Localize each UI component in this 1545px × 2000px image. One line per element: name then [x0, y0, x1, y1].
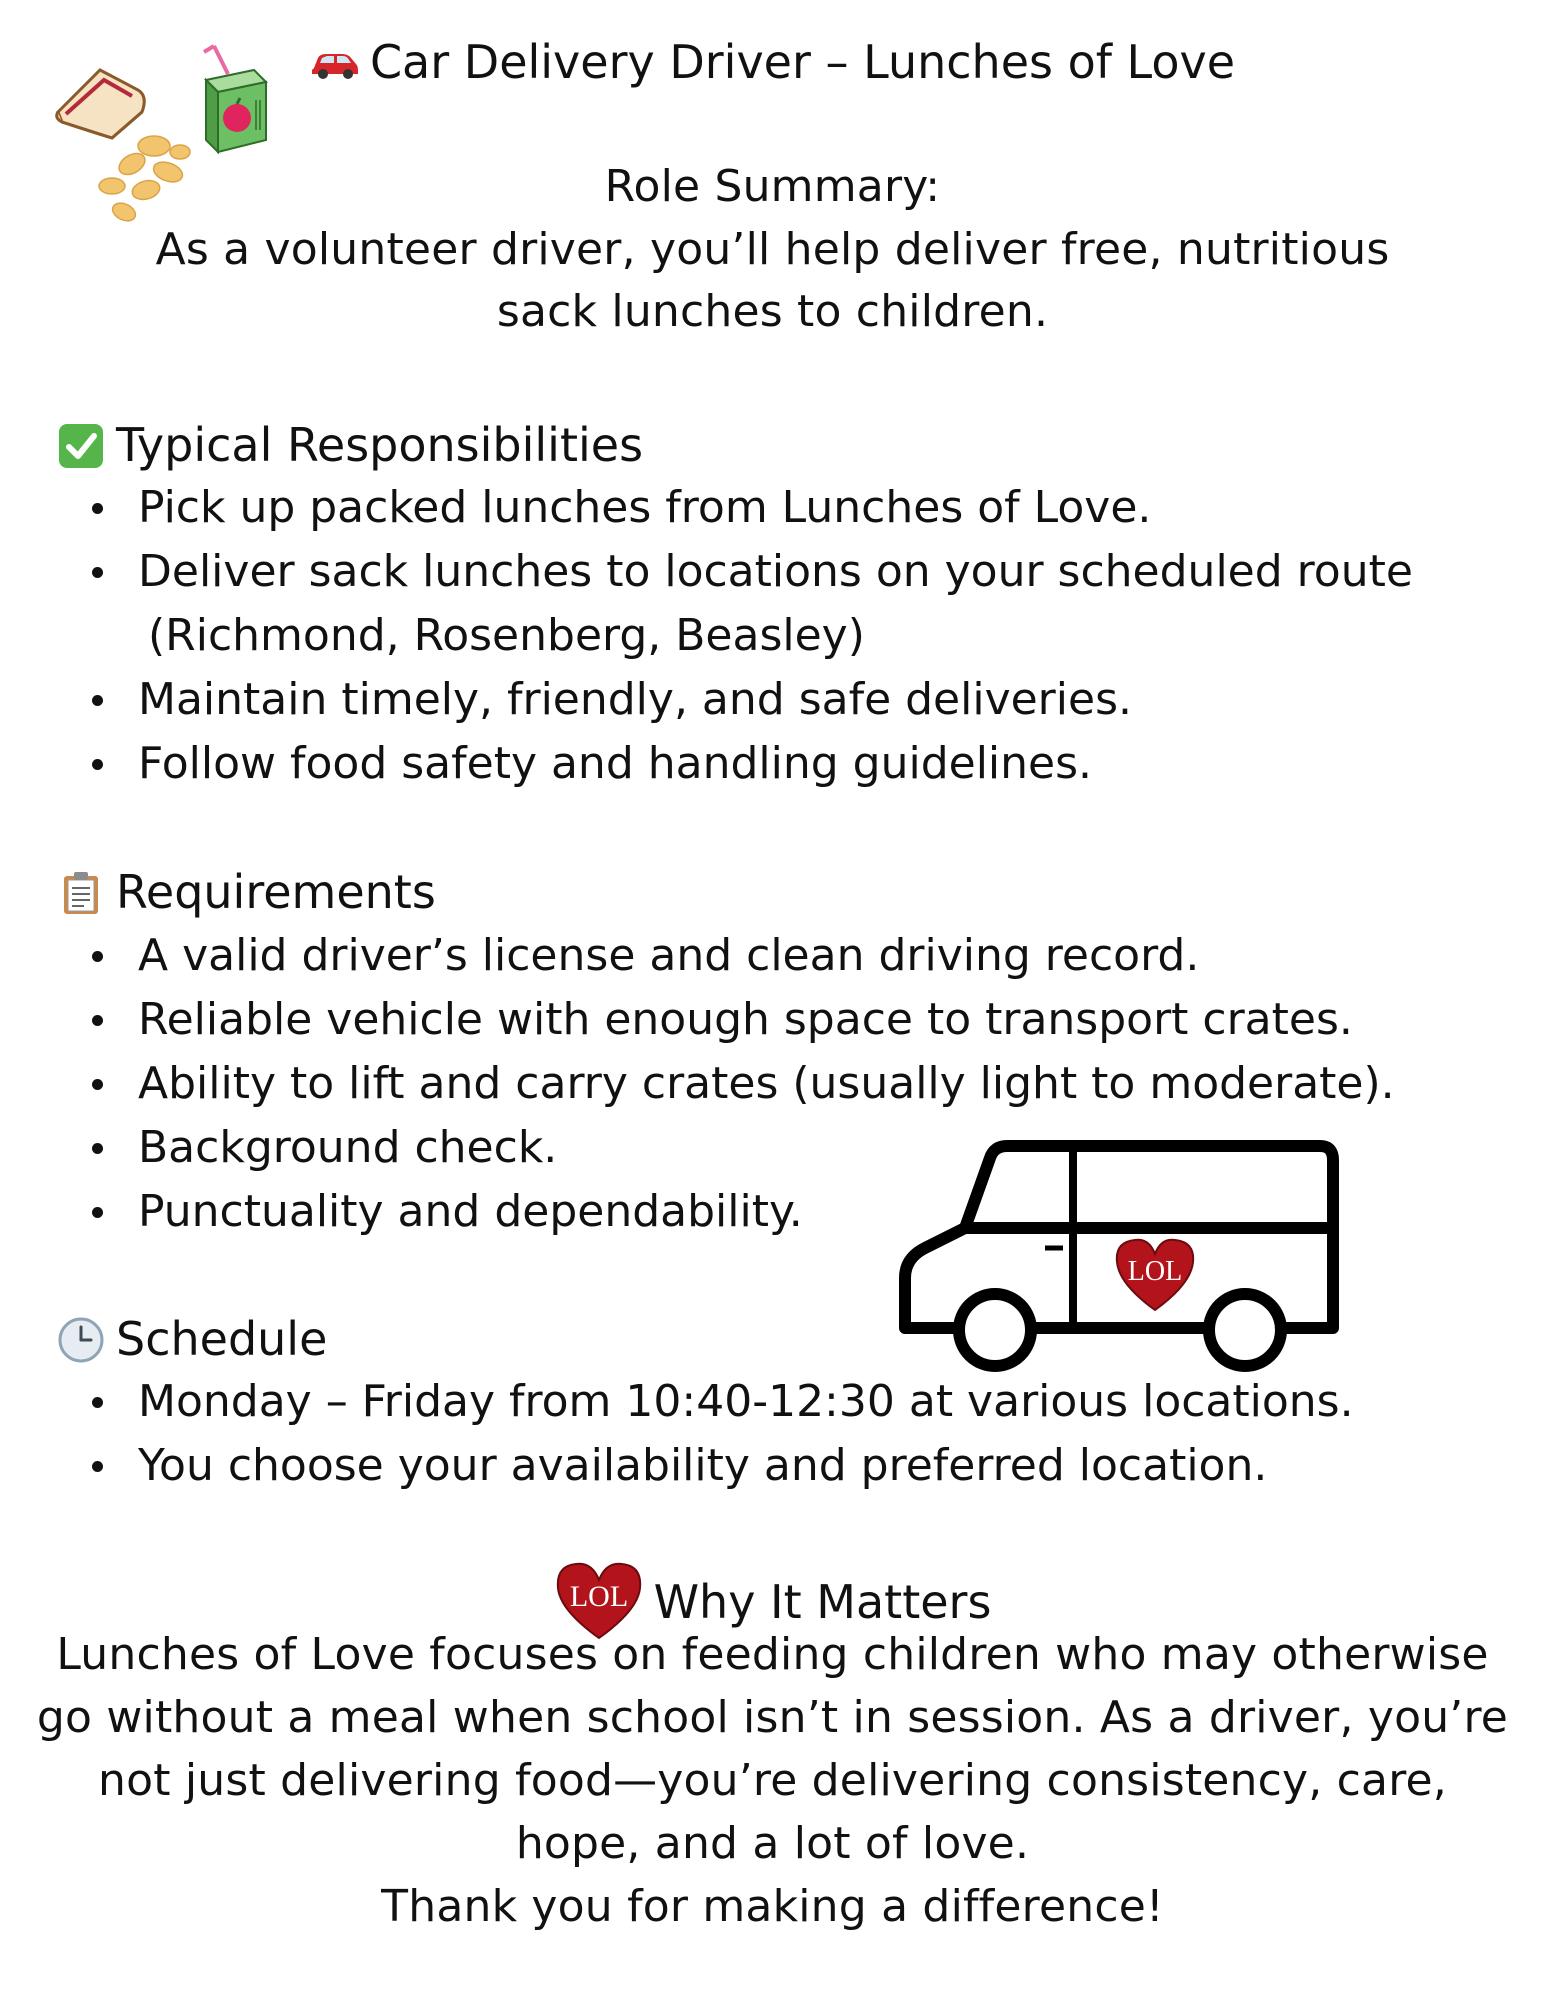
list-item-continuation: (Richmond, Rosenberg, Beasley)	[148, 610, 865, 661]
list-item: A valid driver’s license and clean driving record.	[92, 924, 1395, 988]
summary-line-1: As a volunteer driver, you’ll help deliver free, nutritious	[155, 224, 1390, 275]
list-item: Deliver sack lunches to locations on your scheduled route	[92, 540, 1413, 604]
title-text: Car Delivery Driver – Lunches of Love	[369, 35, 1236, 89]
clock-icon	[58, 1317, 104, 1363]
requirements-heading: Requirements	[58, 862, 436, 922]
van-logo-text: LOL	[1127, 1256, 1183, 1287]
list-item: Monday – Friday from 10:40-12:30 at various locations.	[92, 1370, 1354, 1434]
car-icon	[310, 44, 360, 80]
schedule-heading: Schedule	[58, 1309, 327, 1369]
matters-heading: LOL Why It Matters	[0, 1562, 1545, 1642]
summary-heading: Role Summary:	[604, 161, 941, 212]
list-item: Follow food safety and handling guidelines.	[92, 732, 1413, 796]
heart-logo-text: LOL	[569, 1580, 628, 1613]
list-item: You choose your availability and preferred location.	[92, 1434, 1354, 1498]
matters-line-4: hope, and a lot of love.	[515, 1818, 1030, 1869]
responsibilities-heading: Typical Responsibilities	[58, 415, 643, 475]
list-item: Reliable vehicle with enough space to transport crates.	[92, 988, 1395, 1052]
clipboard-icon	[58, 870, 104, 916]
page-title	[0, 32, 1545, 92]
matters-line-1: Lunches of Love focuses on feeding children who may otherwise	[56, 1629, 1489, 1680]
van-icon	[895, 1138, 1345, 1378]
check-mark-icon	[58, 423, 104, 469]
responsibilities-list	[92, 476, 1413, 796]
schedule-list	[92, 1370, 1354, 1498]
summary-line-2: sack lunches to children.	[496, 286, 1049, 337]
list-item: Maintain timely, friendly, and safe deliveries.	[92, 668, 1413, 732]
list-item: Pick up packed lunches from Lunches of Love.	[92, 476, 1413, 540]
list-item: Background check.	[92, 1116, 1395, 1180]
matters-line-3: not just delivering food—you’re delivering consistency, care,	[98, 1755, 1447, 1806]
list-item: Punctuality and dependability.	[92, 1180, 1395, 1244]
matters-line-2: go without a meal when school isn’t in session. As a driver, you’re	[36, 1692, 1509, 1743]
thank-you-line: Thank you for making a difference!	[381, 1881, 1164, 1932]
list-item: Ability to lift and carry crates (usually light to moderate).	[92, 1052, 1395, 1116]
